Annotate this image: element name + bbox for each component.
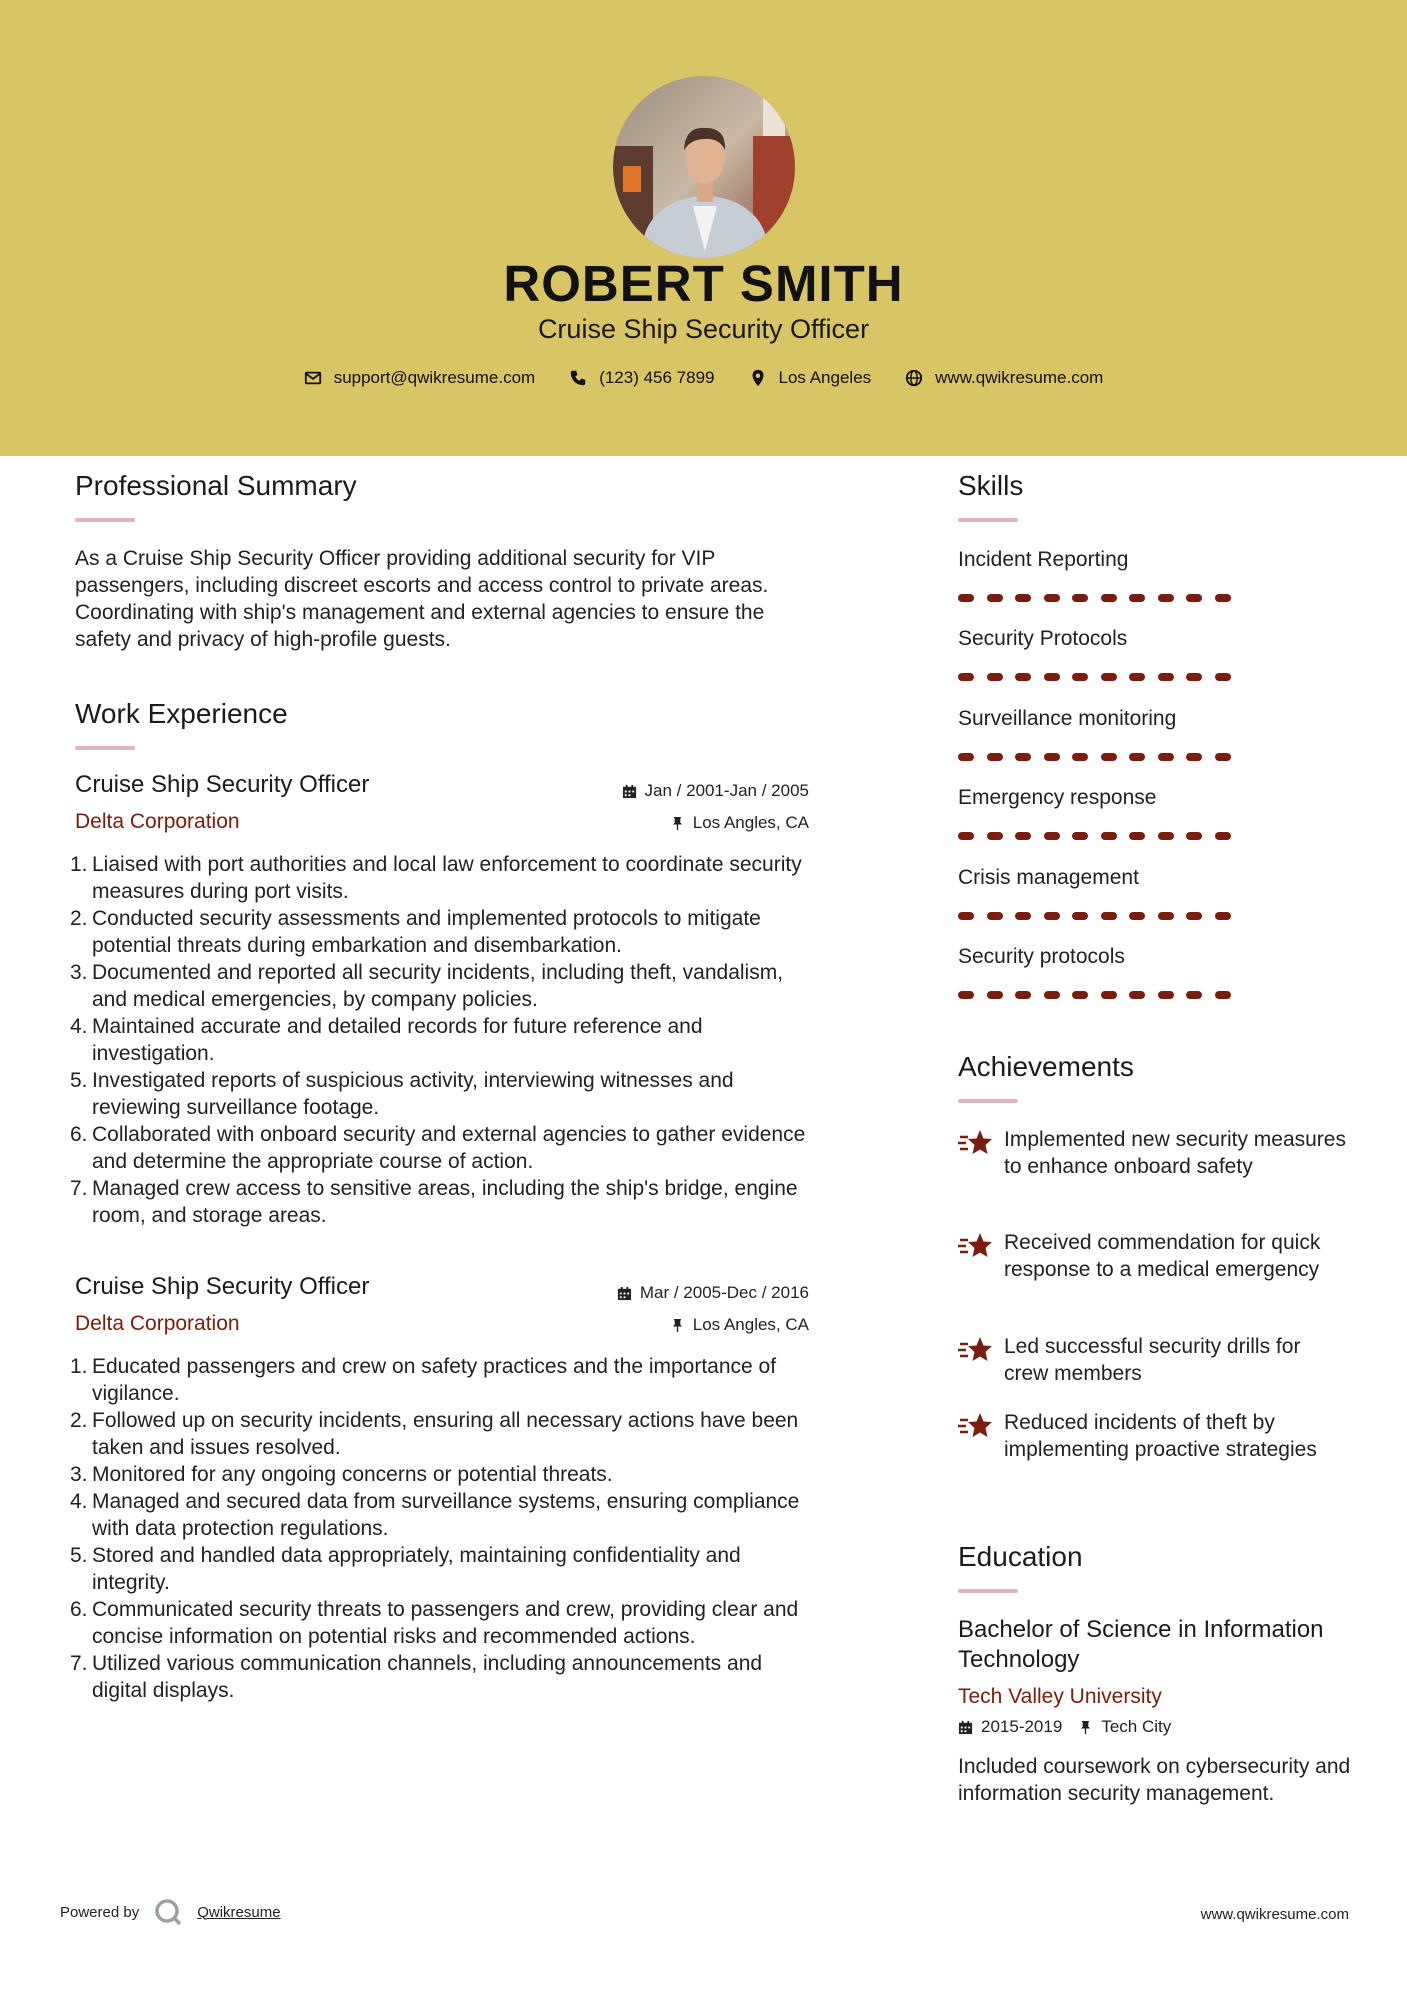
job-location	[670, 1315, 809, 1335]
contact-location	[749, 368, 872, 388]
skill-dot	[1044, 832, 1060, 840]
list-item: 6. Collaborated with onboard security and external agencies to gather evidence and determine the appropriate course of action.	[70, 1123, 806, 1173]
envelope-icon	[304, 369, 322, 387]
achievement-text: Implemented new security measures to enhance onboard safety	[1004, 1128, 1346, 1178]
achievement-item	[958, 1126, 1348, 1180]
skill-dot	[987, 832, 1003, 840]
skill-name: Surveillance monitoring	[958, 707, 1177, 730]
skill-dot	[1072, 673, 1088, 681]
header-band	[0, 0, 1407, 456]
skill-dot	[1186, 594, 1202, 602]
pushpin-icon	[1078, 1720, 1093, 1735]
star-award-icon	[958, 1411, 994, 1441]
skill-dot	[1101, 753, 1117, 761]
skill-dot	[1015, 832, 1031, 840]
skill-dot	[1015, 991, 1031, 999]
skill-dot	[1215, 753, 1231, 761]
qwikresume-link[interactable]: Qwikresume	[197, 1903, 281, 1921]
skill-dot	[987, 594, 1003, 602]
job-dates	[622, 781, 809, 801]
contact-email[interactable]	[304, 368, 536, 388]
list-item: 5. Investigated reports of suspicious activity, interviewing witnesses and reviewing surveillance footage.	[70, 1069, 734, 1119]
achievements-rule	[958, 1099, 1018, 1103]
list-item: 4. Managed and secured data from surveillance systems, ensuring compliance with data protection regulations.	[70, 1490, 800, 1540]
footer-website[interactable]: www.qwikresume.com	[1200, 1906, 1349, 1923]
skill-dot	[1215, 991, 1231, 999]
skill-dot	[1186, 753, 1202, 761]
job-company: Delta Corporation	[75, 1312, 240, 1335]
skill-dot	[958, 594, 974, 602]
phone-text: (123) 456 7899	[599, 368, 715, 387]
skill-dot	[1072, 991, 1088, 999]
achievements-heading: Achievements	[958, 1051, 1134, 1082]
list-item: 1. Liaised with port authorities and local law enforcement to coordinate security measures during port visits.	[70, 853, 802, 903]
skill-dot	[1044, 991, 1060, 999]
summary-text: As a Cruise Ship Security Officer providing additional security for VIP passengers, including discreet escorts and access control to private areas. Coordinating with ship's management and external agencies to ensure the safety and privacy of high-profile guests.	[75, 547, 769, 651]
skill-dot	[1158, 991, 1174, 999]
education-years: 2015-2019	[981, 1717, 1063, 1736]
skill-dot	[958, 991, 974, 999]
job-location-text: Los Angles, CA	[692, 1315, 809, 1334]
skill-name: Incident Reporting	[958, 548, 1129, 571]
job-dates-text: Mar / 2005-Dec / 2016	[639, 1283, 809, 1302]
skill-name: Crisis management	[958, 866, 1139, 889]
job-location-text: Los Angles, CA	[692, 813, 809, 832]
education-rule	[958, 1589, 1018, 1593]
skill-dot	[1186, 673, 1202, 681]
skill-level-dots	[958, 832, 1231, 840]
calendar-icon	[617, 1286, 632, 1301]
skill-name: Security protocols	[958, 945, 1125, 968]
list-item: 5. Stored and handled data appropriately, maintaining confidentiality and integrity.	[70, 1544, 741, 1594]
skill-dot	[987, 753, 1003, 761]
skill-dot	[1101, 912, 1117, 920]
education-heading: Education	[958, 1541, 1083, 1572]
skill-dot	[958, 832, 974, 840]
skill-dot	[1015, 912, 1031, 920]
skill-dot	[1072, 594, 1088, 602]
skill-dot	[987, 912, 1003, 920]
contact-phone[interactable]	[569, 368, 714, 388]
education-school: Tech Valley University	[958, 1685, 1162, 1708]
skill-dot	[1215, 912, 1231, 920]
experience-heading: Work Experience	[75, 698, 288, 729]
skill-dot	[987, 673, 1003, 681]
list-item: 3. Monitored for any ongoing concerns or potential threats.	[70, 1463, 613, 1486]
skill-dot	[958, 912, 974, 920]
duty-list	[70, 1353, 822, 1704]
skill-dot	[1215, 594, 1231, 602]
star-award-icon	[958, 1128, 994, 1158]
job-title: Cruise Ship Security Officer	[75, 1273, 370, 1300]
skill-dot	[1129, 912, 1145, 920]
education-degree: Bachelor of Science in Information Technology	[958, 1616, 1324, 1673]
list-item: 4. Maintained accurate and detailed records for future reference and investigation.	[70, 1015, 703, 1065]
skill-dot	[1186, 912, 1202, 920]
pushpin-icon	[670, 1318, 685, 1333]
skill-dot	[1072, 753, 1088, 761]
skill-dot	[1101, 991, 1117, 999]
skill-dot	[1129, 753, 1145, 761]
job-company: Delta Corporation	[75, 810, 240, 833]
summary-heading: Professional Summary	[75, 470, 357, 501]
education-city: Tech City	[1101, 1717, 1172, 1736]
job-location	[670, 813, 809, 833]
duty-list	[70, 851, 822, 1229]
skill-dot	[1044, 594, 1060, 602]
skill-dot	[1129, 991, 1145, 999]
contact-bar	[0, 368, 1407, 388]
achievement-item	[958, 1333, 1348, 1387]
skill-dot	[1101, 594, 1117, 602]
skill-level-dots	[958, 912, 1231, 920]
skill-dot	[1015, 673, 1031, 681]
skill-dot	[1129, 832, 1145, 840]
list-item: 6. Communicated security threats to passengers and crew, providing clear and concise information on potential risks and recommended actions.	[70, 1598, 799, 1648]
skill-dot	[1015, 753, 1031, 761]
list-item: 1. Educated passengers and crew on safety practices and the importance of vigilance.	[70, 1355, 777, 1405]
skill-dot	[1101, 673, 1117, 681]
star-award-icon	[958, 1231, 994, 1261]
skill-dot	[958, 753, 974, 761]
skill-dot	[1158, 673, 1174, 681]
map-pin-icon	[749, 369, 767, 387]
skill-dot	[1072, 832, 1088, 840]
skill-level-dots	[958, 991, 1231, 999]
skill-dot	[1072, 912, 1088, 920]
skill-level-dots	[958, 594, 1231, 602]
email-text: support@qwikresume.com	[333, 368, 536, 387]
skill-dot	[987, 991, 1003, 999]
skill-dot	[1044, 753, 1060, 761]
calendar-icon	[622, 784, 637, 799]
list-item: 3. Documented and reported all security incidents, including theft, vandalism, and medical emergencies, by company policies.	[70, 961, 784, 1011]
skill-dot	[1158, 832, 1174, 840]
list-item: 7. Utilized various communication channels, including announcements and digital displays.	[70, 1652, 763, 1702]
achievement-item	[958, 1409, 1348, 1463]
skill-dot	[1158, 753, 1174, 761]
skill-dot	[1215, 832, 1231, 840]
skill-name: Security Protocols	[958, 627, 1128, 650]
calendar-icon	[958, 1720, 973, 1735]
star-award-icon	[958, 1335, 994, 1365]
candidate-name: ROBERT SMITH	[503, 255, 904, 312]
skills-rule	[958, 518, 1018, 522]
globe-icon	[905, 369, 923, 387]
education-description: Included coursework on cybersecurity and information security management.	[958, 1755, 1351, 1805]
education-meta	[958, 1717, 1171, 1737]
job-dates	[617, 1283, 809, 1303]
pushpin-icon	[670, 816, 685, 831]
job-title: Cruise Ship Security Officer	[75, 771, 370, 798]
skill-dot	[1186, 991, 1202, 999]
skill-dot	[1044, 912, 1060, 920]
skill-dot	[958, 673, 974, 681]
website-text: www.qwikresume.com	[935, 368, 1104, 387]
list-item: 2. Conducted security assessments and implemented protocols to mitigate potential threats during embarkation and disembarkation.	[70, 907, 761, 957]
achievement-text: Reduced incidents of theft by implementing proactive strategies	[1004, 1411, 1317, 1461]
skill-dot	[1129, 594, 1145, 602]
skill-dot	[1044, 673, 1060, 681]
skill-level-dots	[958, 673, 1231, 681]
skills-heading: Skills	[958, 470, 1024, 501]
contact-website[interactable]	[905, 368, 1103, 388]
achievement-text: Led successful security drills for crew members	[1004, 1335, 1301, 1385]
skill-name: Emergency response	[958, 786, 1157, 809]
skill-level-dots	[958, 753, 1231, 761]
list-item: 7. Managed crew access to sensitive areas, including the ship's bridge, engine room, and storage areas.	[70, 1177, 798, 1227]
skill-dot	[1158, 912, 1174, 920]
phone-icon	[569, 369, 587, 387]
location-text: Los Angeles	[778, 368, 872, 387]
skill-dot	[1215, 673, 1231, 681]
skill-dot	[1158, 594, 1174, 602]
achievement-item	[958, 1229, 1348, 1283]
avatar	[613, 76, 795, 258]
qwikresume-logo-icon	[153, 1897, 183, 1927]
powered-by-label: Powered by	[60, 1903, 140, 1921]
achievement-text: Received commendation for quick response to a medical emergency	[1004, 1231, 1321, 1281]
skill-dot	[1101, 832, 1117, 840]
skill-dot	[1129, 673, 1145, 681]
skill-dot	[1015, 594, 1031, 602]
summary-rule	[75, 518, 135, 522]
candidate-title: Cruise Ship Security Officer	[537, 314, 870, 344]
job-dates-text: Jan / 2001-Jan / 2005	[644, 781, 809, 800]
skill-dot	[1186, 832, 1202, 840]
experience-rule	[75, 746, 135, 750]
footer-powered-by	[60, 1897, 281, 1927]
list-item: 2. Followed up on security incidents, ensuring all necessary actions have been taken and issues resolved.	[70, 1409, 799, 1459]
